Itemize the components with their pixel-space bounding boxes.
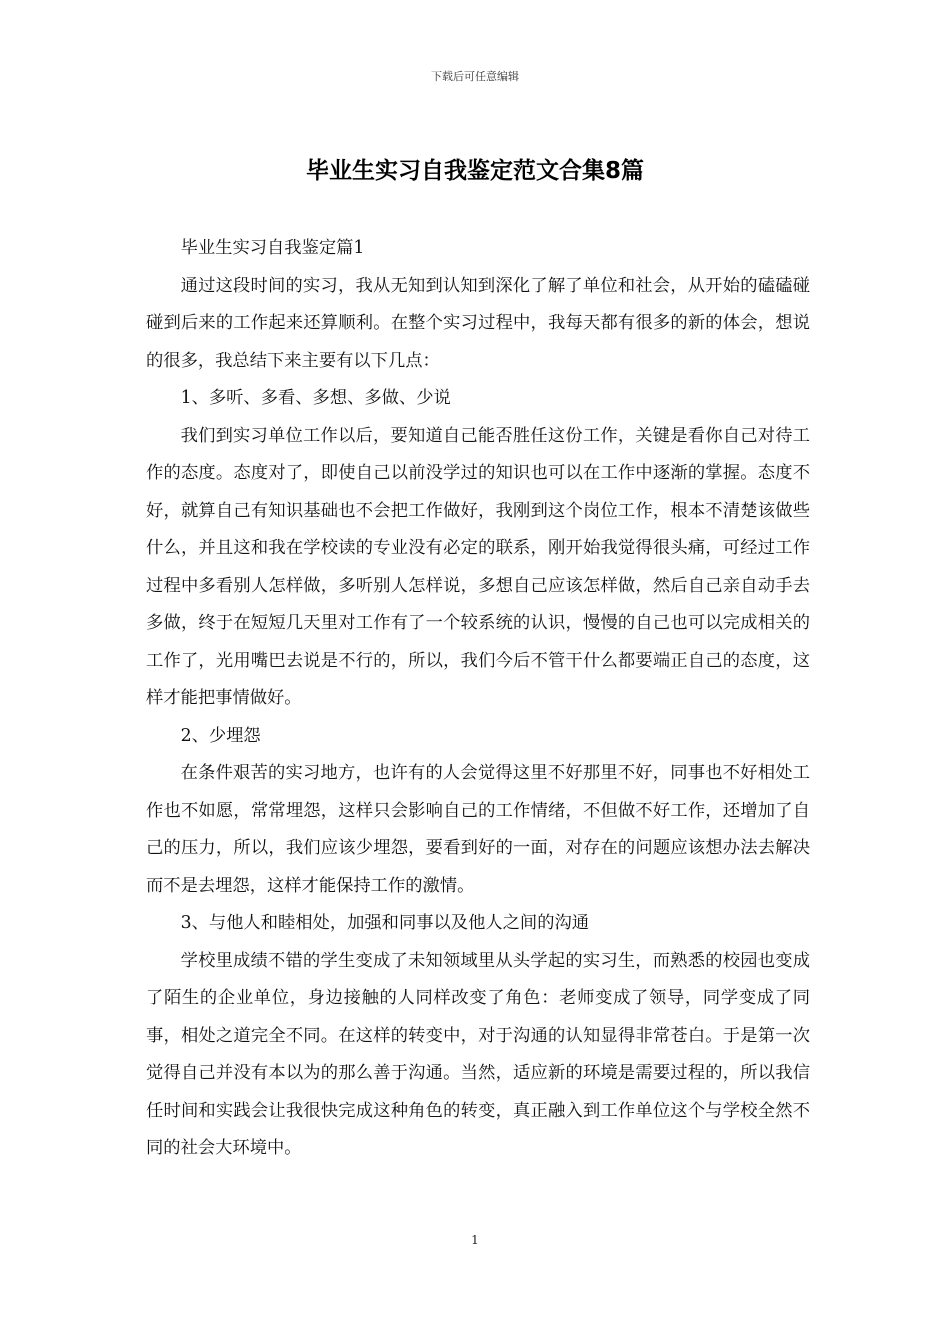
page-number: 1 xyxy=(471,1233,479,1247)
header-note: 下载后可任意编辑 xyxy=(431,70,519,83)
paragraph: 在条件艰苦的实习地方，也许有的人会觉得这里不好那里不好，同事也不好相处工作也不如愿，常常埋怨，这样只会影响自己的工作情绪，不但做不好工作，还增加了自己的压力，所以，我们应该少埋怨，要看到好的一面，对存在的问题应该想办法去解决而不是去埋怨，这样才能保持工作的激情。 xyxy=(146,763,810,896)
point-heading: 1、多听、多看、多想、多做、少说 xyxy=(180,388,451,408)
point-heading: 3、与他人和睦相处，加强和同事以及他人之间的沟通 xyxy=(180,913,590,933)
paragraph: 我们到实习单位工作以后，要知道自己能否胜任这份工作，关键是看你自己对待工作的态度。态度对了，即使自己以前没学过的知识也可以在工作中逐渐的掌握。态度不好，就算自己有知识基础也不会把工作做好，我刚到这个岗位工作，根本不清楚该做些什么，并且这和我在学校读的专业没有必定的联系，刚开始我觉得很头痛，可经过工作过程中多看别人怎样做，多听别人怎样说，多想自己应该怎样做，然后自己亲自动手去多做，终于在短短几天里对工作有了一个较系统的认识，慢慢的自己也可以完成相关的工作了，光用嘴巴去说是不行的，所以，我们今后不管干什么都要端正自己的态度，这样才能把事情做好。 xyxy=(146,425,810,708)
section-heading: 毕业生实习自我鉴定篇1 xyxy=(180,238,365,258)
paragraph: 通过这段时间的实习，我从无知到认知到深化了解了单位和社会，从开始的磕磕碰碰到后来的工作起来还算顺利。在整个实习过程中，我每天都有很多的新的体会，想说的很多，我总结下来主要有以下几点： xyxy=(146,275,810,371)
paragraph: 学校里成绩不错的学生变成了未知领域里从头学起的实习生，而熟悉的校园也变成了陌生的企业单位，身边接触的人同样改变了角色：老师变成了领导，同学变成了同事，相处之道完全不同。在这样的转变中，对于沟通的认知显得非常苍白。于是第一次觉得自己并没有本以为的那么善于沟通。当然，适应新的环境是需要过程的，所以我信任时间和实践会让我很快完成这种角色的转变，真正融入到工作单位这个与学校全然不同的社会大环境中。 xyxy=(146,950,810,1158)
point-heading: 2、少埋怨 xyxy=(180,725,261,746)
document-body xyxy=(146,230,810,1168)
document-title: 毕业生实习自我鉴定范文合集8篇 xyxy=(305,158,644,184)
